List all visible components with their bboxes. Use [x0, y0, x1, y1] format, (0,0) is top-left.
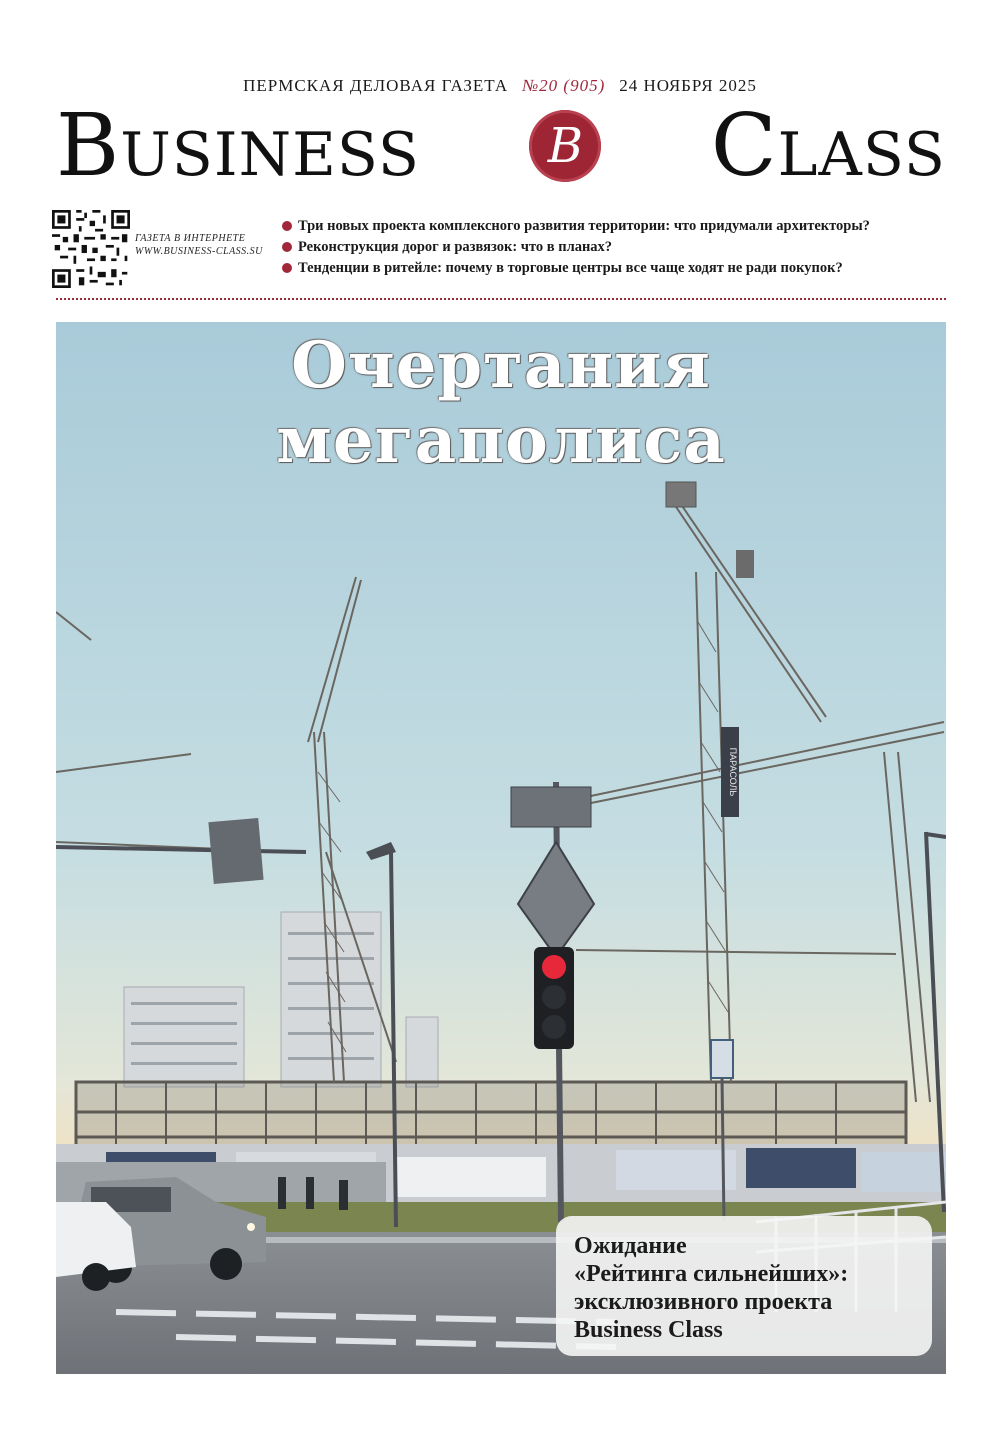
headline-text: Реконструкция дорог и развязок: что в планах? [298, 239, 613, 255]
masthead-class: Class [710, 96, 946, 196]
qr-code-icon[interactable] [52, 210, 130, 288]
logo-b-icon: B [529, 110, 601, 182]
website-block [135, 232, 263, 258]
traffic-light [534, 947, 574, 1049]
callout-line: Business Class [574, 1317, 723, 1343]
website-label: ГАЗЕТА В ИНТЕРНЕТЕ [135, 233, 246, 244]
issue-date: 24 НОЯБРЯ 2025 [619, 76, 757, 95]
road-sign [208, 818, 263, 884]
headline-item[interactable] [282, 237, 952, 258]
crane-banner-text: ПАРАСОЛЬ [728, 747, 738, 797]
masthead-logo[interactable] [56, 98, 946, 194]
publication-name: ПЕРМСКАЯ ДЕЛОВАЯ ГАЗЕТА [243, 76, 509, 95]
headline-text: Тенденции в ритейле: почему в торговые центры все чаще ходят не ради покупок? [298, 260, 843, 276]
issue-number: №20 (905) [522, 76, 606, 95]
callout-line: «Рейтинга сильнейших»: [574, 1261, 849, 1287]
website-url[interactable]: WWW.BUSINESS-CLASS.SU [135, 246, 263, 257]
callout-line: эксклюзивного проекта [574, 1289, 833, 1315]
dotted-divider [56, 298, 946, 300]
bullet-icon [282, 242, 292, 252]
callout-line: Ожидание [574, 1233, 687, 1259]
headline-item[interactable] [282, 258, 952, 279]
rect-sign [511, 787, 591, 827]
headline-text: Три новых проекта комплексного развития территории: что придумали архитекторы? [298, 218, 870, 234]
headline-list [282, 216, 952, 279]
headline-item[interactable] [282, 216, 952, 237]
bullet-icon [282, 263, 292, 273]
bullet-icon [282, 221, 292, 231]
cover-title: Очертания мегаполиса [276, 328, 726, 478]
dateline [0, 76, 1000, 96]
masthead-business: Business [56, 96, 421, 196]
crosswalk-sign [711, 1040, 733, 1078]
teaser-callout[interactable] [556, 1216, 932, 1356]
